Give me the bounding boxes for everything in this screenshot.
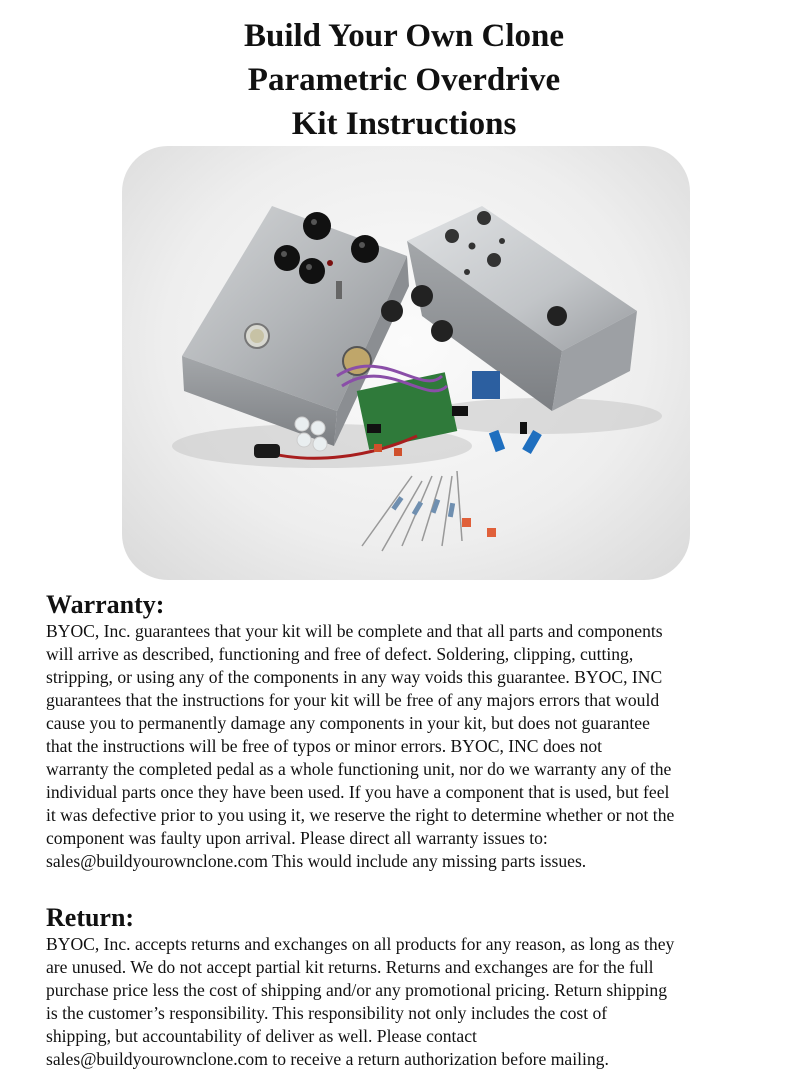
warranty-line: stripping, or using any of the components in any way voids this guarantee. BYOC, INC bbox=[46, 667, 663, 687]
return-line: shipping, but accountability of deliver as well. Please contact bbox=[46, 1026, 477, 1046]
page-title bbox=[0, 14, 808, 146]
return-body bbox=[46, 933, 786, 1071]
title-line-1: Build Your Own Clone bbox=[243, 18, 564, 54]
title-line-2: Parametric Overdrive bbox=[247, 62, 561, 98]
warranty-line: warranty the completed pedal as a whole functioning unit, nor do we warranty any of the bbox=[46, 759, 672, 779]
warranty-line: it was defective prior to you using it, we reserve the right to determine whether or not the bbox=[46, 805, 675, 825]
warranty-line: cause you to permanently damage any components in your kit, but does not guarantee bbox=[46, 713, 650, 733]
return-line: is the customer’s responsibility. This responsibility not only includes the cost of bbox=[46, 1003, 608, 1023]
return-email-line: sales@buildyourownclone.com to receive a return authorization before mailing. bbox=[46, 1049, 609, 1069]
pedal-kit-photo bbox=[122, 146, 690, 580]
return-heading: Return: bbox=[46, 903, 135, 932]
warranty-line: component was faulty upon arrival. Please direct all warranty issues to: bbox=[46, 828, 548, 848]
warranty-line: that the instructions will be free of typos or minor errors. BYOC, INC does not bbox=[46, 736, 603, 756]
pedal-kit-illustration bbox=[122, 146, 690, 580]
title-line-3: Kit Instructions bbox=[291, 106, 517, 142]
return-line: BYOC, Inc. accepts returns and exchanges on all products for any reason, as long as they bbox=[46, 934, 675, 954]
return-line: are unused. We do not accept partial kit returns. Returns and exchanges are for the full bbox=[46, 957, 654, 977]
warranty-body bbox=[46, 620, 786, 873]
warranty-line: guarantees that the instructions for your kit will be free of any majors errors that would bbox=[46, 690, 660, 710]
warranty-heading: Warranty: bbox=[46, 590, 165, 619]
warranty-line: BYOC, Inc. guarantees that your kit will be complete and that all parts and components bbox=[46, 621, 663, 641]
warranty-line: individual parts once they have been used. If you have a component that is used, but feel bbox=[46, 782, 670, 802]
return-line: purchase price less the cost of shipping and/or any promotional pricing. Return shipping bbox=[46, 980, 668, 1000]
warranty-email-line: sales@buildyourownclone.com This would include any missing parts issues. bbox=[46, 851, 587, 871]
warranty-line: will arrive as described, functioning and free of defect. Soldering, clipping, cutting, bbox=[46, 644, 634, 664]
